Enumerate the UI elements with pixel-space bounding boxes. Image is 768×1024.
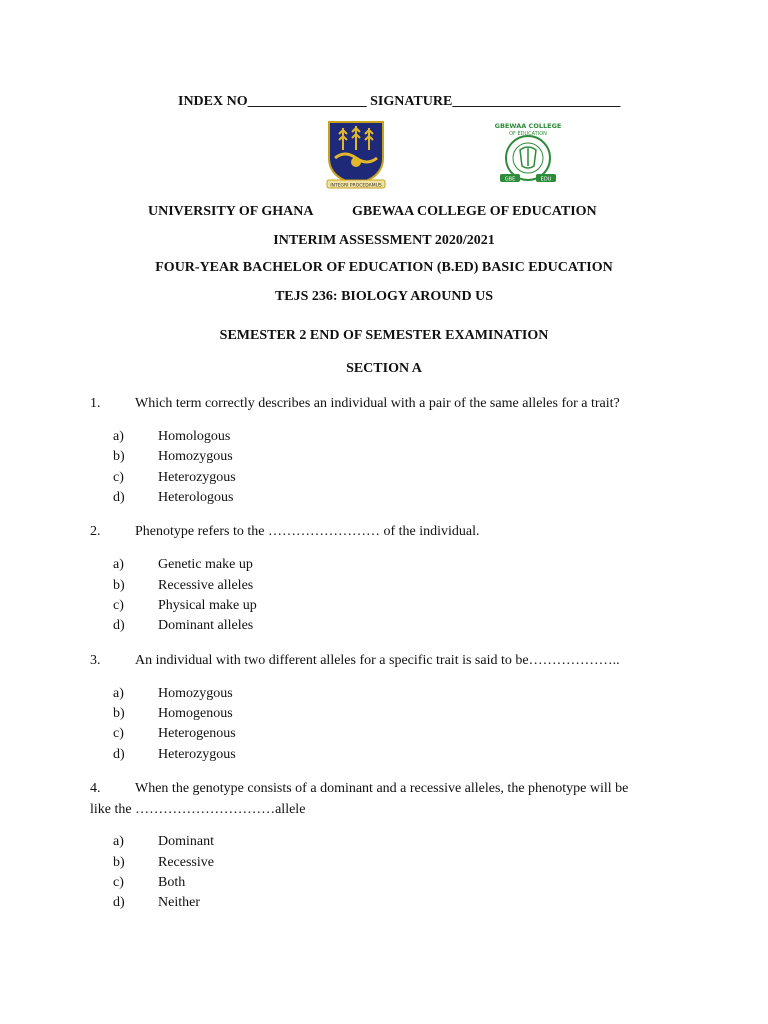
option-letter: b) bbox=[113, 449, 125, 464]
course-title: TEJS 236: BIOLOGY AROUND US bbox=[274, 289, 494, 304]
college-name: GBEWAA COLLEGE OF EDUCATION bbox=[352, 204, 597, 219]
option-letter: b) bbox=[113, 706, 125, 721]
assessment-title: INTERIM ASSESSMENT 2020/2021 bbox=[273, 233, 495, 248]
option-letter: a) bbox=[113, 834, 124, 849]
option-letter: a) bbox=[113, 429, 124, 444]
option-letter: d) bbox=[113, 490, 125, 505]
option-letter: c) bbox=[113, 598, 124, 613]
option-text: Heterozygous bbox=[158, 747, 236, 762]
question-number: 3. bbox=[90, 653, 101, 668]
option-text: Homologous bbox=[158, 429, 231, 444]
option-letter: c) bbox=[113, 726, 124, 741]
option-text: Homogenous bbox=[158, 706, 233, 721]
option-letter: c) bbox=[113, 470, 124, 485]
option-text: Genetic make up bbox=[158, 557, 253, 572]
option-text: Dominant bbox=[158, 834, 214, 849]
option-text: Heterologous bbox=[158, 490, 234, 505]
section-title: SECTION A bbox=[346, 361, 422, 376]
option-text: Neither bbox=[158, 895, 200, 910]
gbewaa-college-crest bbox=[488, 120, 568, 188]
option-text: Heterozygous bbox=[158, 470, 236, 485]
question-text: An individual with two different alleles for a specific trait is said to be……………….. bbox=[135, 653, 620, 668]
question-number: 1. bbox=[90, 396, 101, 411]
question-text: When the genotype consists of a dominant and a recessive alleles, the phenotype will be bbox=[135, 781, 629, 796]
option-text: Both bbox=[158, 875, 186, 890]
option-text: Recessive bbox=[158, 855, 214, 870]
exam-title: SEMESTER 2 END OF SEMESTER EXAMINATION bbox=[219, 328, 549, 343]
option-letter: d) bbox=[113, 618, 125, 633]
svg-text:OF EDUCATION: OF EDUCATION bbox=[509, 131, 547, 137]
svg-text:EDU: EDU bbox=[540, 176, 552, 183]
option-text: Recessive alleles bbox=[158, 578, 254, 593]
university-of-ghana-crest bbox=[323, 120, 389, 192]
question-number: 4. bbox=[90, 781, 101, 796]
question-text: Which term correctly describes an individual with a pair of the same alleles for a trait? bbox=[135, 396, 620, 411]
option-letter: b) bbox=[113, 578, 125, 593]
question-text-continued: like the …………………………allele bbox=[90, 802, 306, 817]
option-text: Homozygous bbox=[158, 449, 233, 464]
question-number: 2. bbox=[90, 524, 101, 539]
option-text: Physical make up bbox=[158, 598, 257, 613]
option-letter: a) bbox=[113, 557, 124, 572]
option-letter: a) bbox=[113, 686, 124, 701]
question-text: Phenotype refers to the …………………… of the individual. bbox=[135, 524, 480, 539]
crest-motto: INTEGRI PROCEDAMUS bbox=[330, 183, 382, 189]
programme-title: FOUR-YEAR BACHELOR OF EDUCATION (B.ED) BASIC EDUCATION bbox=[155, 260, 613, 275]
option-text: Homozygous bbox=[158, 686, 233, 701]
option-letter: c) bbox=[113, 875, 124, 890]
option-letter: d) bbox=[113, 895, 125, 910]
university-name: UNIVERSITY OF GHANA bbox=[148, 204, 314, 219]
svg-text:GBE: GBE bbox=[504, 176, 516, 183]
option-text: Heterogenous bbox=[158, 726, 236, 741]
option-letter: d) bbox=[113, 747, 125, 762]
index-signature-line: INDEX NO_________________ SIGNATURE________________________ bbox=[178, 94, 621, 109]
option-text: Dominant alleles bbox=[158, 618, 254, 633]
svg-text:GBEWAA COLLEGE: GBEWAA COLLEGE bbox=[494, 122, 562, 130]
option-letter: b) bbox=[113, 855, 125, 870]
